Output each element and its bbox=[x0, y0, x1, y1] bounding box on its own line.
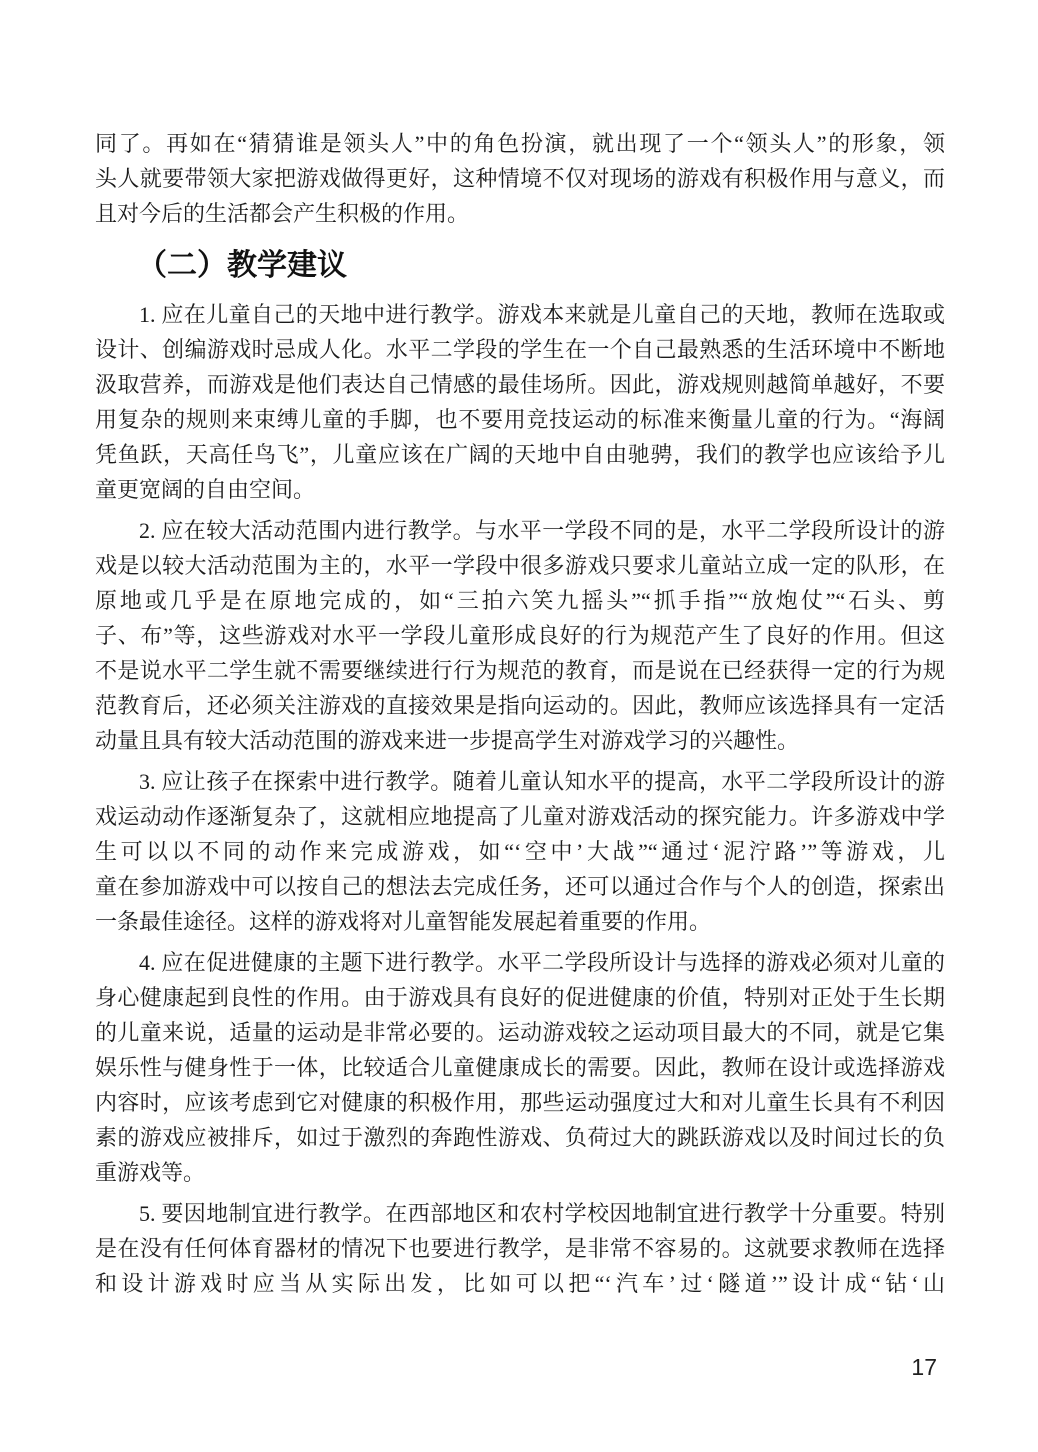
text-line: 5. 要因地制宜进行教学。在西部地区和农村学校因地制宜进行教学十分重要。特别 bbox=[139, 1201, 945, 1226]
text-line: 不是说水平二学生就不需要继续进行行为规范的教育，而是说在已经获得一定的行为规 bbox=[95, 658, 945, 683]
paragraph bbox=[95, 945, 945, 1190]
text-line: 素的游戏应被排斥，如过于激烈的奔跑性游戏、负荷过大的跳跃游戏以及时间过长的负 bbox=[95, 1125, 945, 1150]
text-line: 范教育后，还必须关注游戏的直接效果是指向运动的。因此，教师应该选择具有一定活 bbox=[95, 693, 945, 718]
paragraph bbox=[95, 513, 945, 758]
text-line: 重游戏等。 bbox=[95, 1160, 206, 1185]
text-line: 戏运动动作逐渐复杂了，这就相应地提高了儿童对游戏活动的探究能力。许多游戏中学 bbox=[95, 804, 945, 829]
paragraph bbox=[95, 764, 945, 939]
text-line: 童更宽阔的自由空间。 bbox=[95, 477, 316, 502]
text-line: 头人就要带领大家把游戏做得更好，这种情境不仅对现场的游戏有积极作用与意义，而 bbox=[95, 166, 945, 191]
text-line: 内容时，应该考虑到它对健康的积极作用，那些运动强度过大和对儿童生长具有不利因 bbox=[95, 1090, 945, 1115]
text-line: 3. 应让孩子在探索中进行教学。随着儿童认知水平的提高，水平二学段所设计的游 bbox=[139, 769, 945, 794]
text-line: 的儿童来说，适量的运动是非常必要的。运动游戏较之运动项目最大的不同，就是它集 bbox=[95, 1020, 945, 1045]
text-line: 汲取营养，而游戏是他们表达自己情感的最佳场所。因此，游戏规则越简单越好，不要 bbox=[95, 372, 945, 397]
page-content bbox=[95, 0, 945, 1307]
text-line: 生可以以不同的动作来完成游戏，如“‘空中’大战”“通过‘泥泞路’”等游戏，儿 bbox=[95, 839, 945, 864]
section-heading: （二）教学建议 bbox=[137, 249, 347, 282]
text-line: 设计、创编游戏时忌成人化。水平二学段的学生在一个自己最熟悉的生活环境中不断地 bbox=[95, 337, 945, 362]
text-line: 4. 应在促进健康的主题下进行教学。水平二学段所设计与选择的游戏必须对儿童的 bbox=[139, 950, 945, 975]
text-line: 娱乐性与健身性于一体，比较适合儿童健康成长的需要。因此，教师在设计或选择游戏 bbox=[95, 1055, 945, 1080]
text-line: 一条最佳途径。这样的游戏将对儿童智能发展起着重要的作用。 bbox=[95, 909, 712, 934]
page-number: 17 bbox=[911, 1354, 937, 1380]
text-line: 2. 应在较大活动范围内进行教学。与水平一学段不同的是，水平二学段所设计的游 bbox=[139, 518, 945, 543]
text-line: 动量且具有较大活动范围的游戏来进一步提高学生对游戏学习的兴趣性。 bbox=[95, 728, 800, 753]
text-line: 是在没有任何体育器材的情况下也要进行教学，是非常不容易的。这就要求教师在选择 bbox=[95, 1236, 945, 1261]
text-line: 子、布”等，这些游戏对水平一学段儿童形成良好的行为规范产生了良好的作用。但这 bbox=[95, 623, 945, 648]
paragraph bbox=[95, 297, 945, 507]
text-line: 和设计游戏时应当从实际出发，比如可以把“‘汽车’过‘隧道’”设计成“钻‘山 bbox=[95, 1271, 945, 1296]
text-line: 原地或几乎是在原地完成的，如“三拍六笑九摇头”“抓手指”“放炮仗”“石头、剪 bbox=[95, 588, 945, 613]
text-line: 戏是以较大活动范围为主的，水平一学段中很多游戏只要求儿童站立成一定的队形，在 bbox=[95, 553, 945, 578]
intro-paragraph bbox=[95, 126, 945, 231]
paragraph-list bbox=[95, 297, 945, 1301]
text-line: 身心健康起到良性的作用。由于游戏具有良好的促进健康的价值，特别对正处于生长期 bbox=[95, 985, 945, 1010]
text-line: 且对今后的生活都会产生积极的作用。 bbox=[95, 201, 470, 226]
text-line: 凭鱼跃，天高任鸟飞”，儿童应该在广阔的天地中自由驰骋，我们的教学也应该给予儿 bbox=[95, 442, 945, 467]
text-line: 用复杂的规则来束缚儿童的手脚，也不要用竞技运动的标准来衡量儿童的行为。“海阔 bbox=[95, 407, 945, 432]
text-line: 同了。再如在“猜猜谁是领头人”中的角色扮演，就出现了一个“领头人”的形象，领 bbox=[95, 131, 945, 156]
text-line: 童在参加游戏中可以按自己的想法去完成任务，还可以通过合作与个人的创造，探索出 bbox=[95, 874, 945, 899]
text-line: 1. 应在儿童自己的天地中进行教学。游戏本来就是儿童自己的天地，教师在选取或 bbox=[139, 302, 945, 327]
paragraph bbox=[95, 1196, 945, 1301]
